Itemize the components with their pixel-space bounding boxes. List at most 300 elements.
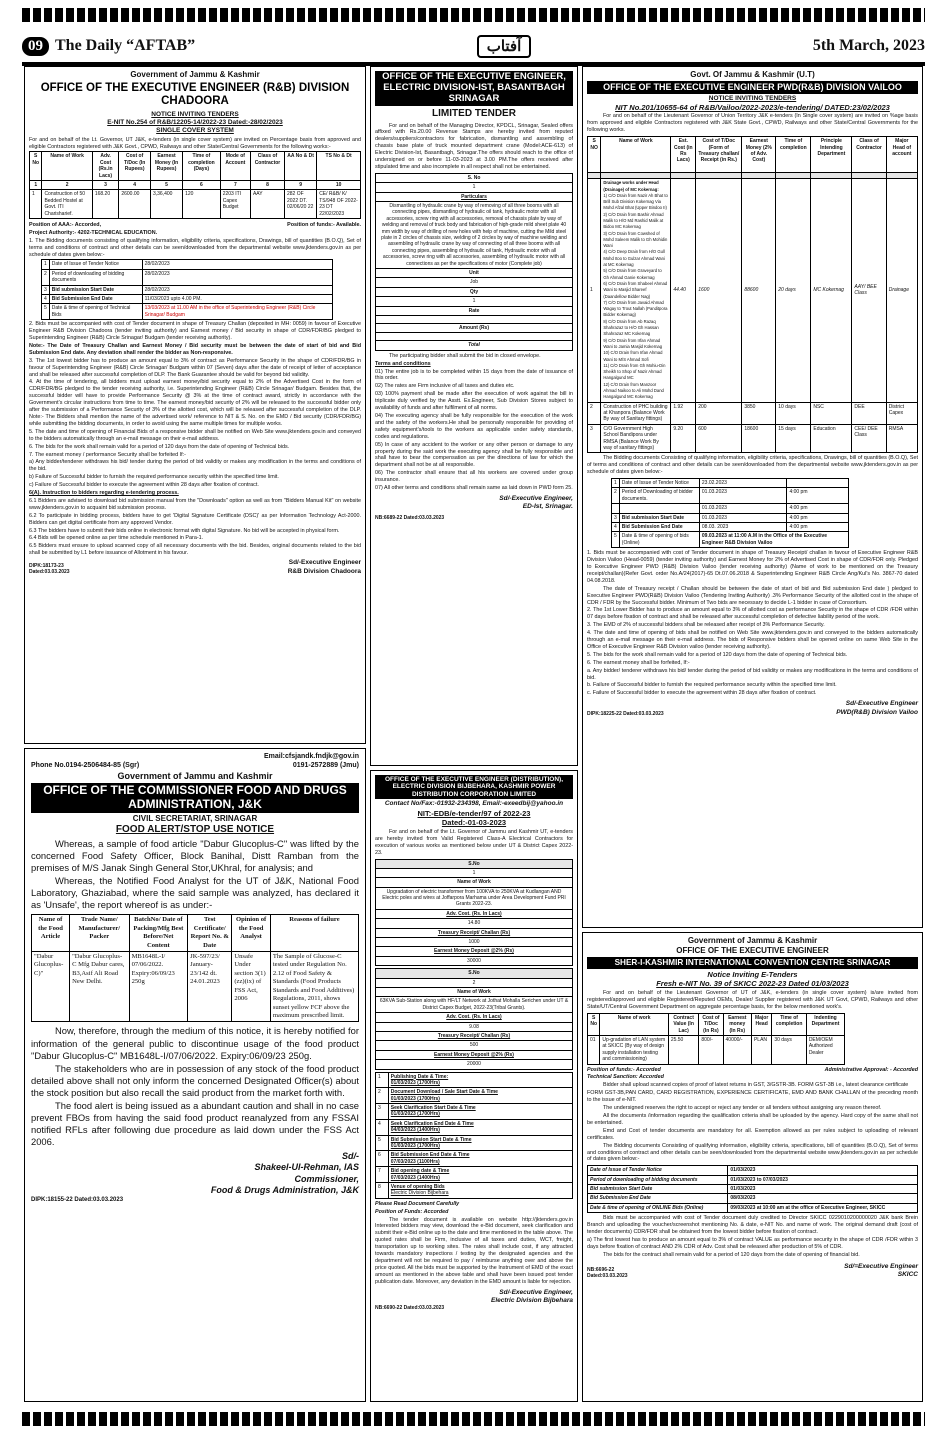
text-ad4-sched-5-0: 6 — [376, 1151, 389, 1167]
table-row — [376, 1151, 573, 1167]
text-ad2-phone2: 0191-2572889 (Jmu) — [292, 761, 359, 769]
text-ad5-sched-4-0: 4 — [612, 523, 620, 532]
text-ad4-w1-2: Name of Work — [376, 878, 573, 887]
masthead — [22, 30, 925, 62]
table-row — [376, 1041, 573, 1050]
table-cell — [388, 1072, 572, 1088]
ad1-ref: E-NIT No.254 of R&B/12205-14/2022-23 Dated:-28/02/2023 — [107, 118, 283, 126]
table-row — [376, 1031, 573, 1040]
text-ad5-row2-4: 3850 — [742, 402, 776, 424]
ad1-para6: 6. The bids for the work shall remain valid for a period of 120 days from the date of opening of Technical bids. — [29, 443, 290, 450]
ad6-para5: Emd and Cost of tender documents are mandatory for all. Exemption allowed as per rules subject to uploading of relevant certificates. — [587, 1127, 918, 1141]
ad3-term6: 06) The contractor shall ensure that all his workers are covered under group insurance. — [375, 470, 573, 484]
text-ad4-w1-0: S.No — [376, 859, 573, 868]
text-ad2-td-1: "Dabur Glucoplus-C Mfg Dabur cares, B3,Asif Ali Road New Delhi. — [70, 951, 129, 1022]
text-ad5-sched-3-2: 01.03.2023 — [699, 513, 787, 522]
text-ad4-w2-5: 9.08 — [376, 1022, 573, 1031]
text-ad5-row3-7: CEE/ DEE Class — [852, 424, 886, 453]
text-ad5-sched-2-0 — [612, 504, 620, 513]
text-ad5-th-6: Principle Intending Department — [811, 137, 852, 173]
text-ad6-sched-4-1: 09/03/2023 at 10:00 am at the office of Executive Engineer, SKICC — [728, 1203, 918, 1212]
text-ad1-schedule-2-1: Bid submission Start Date — [49, 285, 142, 294]
text-ad5-row1-3: 88600 — [742, 179, 776, 402]
table-row — [376, 297, 573, 306]
text-ad6-tr-5: PLAN — [751, 1035, 771, 1064]
text-ad2-sig3: Food & Drugs Administration, J&K — [210, 1185, 359, 1196]
column-middle — [370, 66, 578, 1406]
ad4-funds: Position of Funds: Accorded — [375, 1208, 449, 1215]
text-ad4-w1-3: Upgradation of electric transformer from 100KVA to 250KVA at Kudlangan AND Electric poles and wires at Joffarpora Marhama under Area Development Fund PRI Grants 2022-23. — [376, 887, 573, 909]
ad2-report-row — [32, 951, 359, 1022]
ad3-item-table — [375, 173, 573, 351]
text-ad5-row1-6: AAY/ BEE Class — [852, 179, 886, 402]
ad1-para62: 6.2 To participate in bidding process, bidders have to get 'Digital Signature Certificate (DSC)' as per Information Technology Act-2000. Bidders can get digital certificate from any approved Vendor. — [29, 512, 361, 526]
ad1-para-c: c) Failure of Successful bidder to execute the agreement within 28 days after fixation of contract. — [29, 482, 259, 489]
ad3-title: LIMITED TENDER — [432, 107, 516, 119]
ad6-technical: Technical Sanction: Accorded — [587, 1074, 664, 1081]
table-row — [376, 287, 573, 296]
ad1-office: OFFICE OF THE EXECUTIVE ENGINEER (R&B) DIVISION CHADOORA — [29, 81, 361, 109]
ad4-para1: The tender document is available on website http://jktenders.gov.in Interested bidders may view, download the e-Bid document, seek clarification and submit their e-Bid online up to the date and time mentioned in the table above. The quoted rates shall be Firm, inclusive of all taxes and duties, WCT, freight, transportation up to working sites. The rates shall include cost, if any attracted towards mandatory inspections / testing by the designated agencies and the department will not be required to pay / reimburse anything over and above the price quoted. All the bids must be supported by the Instrument of EMD of the exact amount as mentioned in the above table and shall have been issued post tender publication date. Moreover, any deviation in the EMD amount is liable for rejection. — [375, 1216, 573, 1285]
text-ad6-th-0: S No — [588, 1013, 600, 1035]
text-ad4-sched-1-0: 2 — [376, 1088, 389, 1104]
ad2-para5: The food alert is being issued as a abundant caution and shall in no case prevent FBOs from having the said food product reanalyzed from any FSSAI notified RFLs after following due procedure as laid down under the FSS Act 2006. — [31, 1099, 359, 1147]
table-row — [376, 1182, 573, 1198]
text-ad1-table_nums-6: 7 — [220, 180, 250, 189]
ad2-title: FOOD ALERT/STOP USE NOTICE — [115, 824, 275, 836]
column-left — [24, 66, 366, 1406]
table-row — [376, 183, 573, 192]
ad-pwd-vailoo — [582, 66, 923, 928]
text-ad1-table_head-6: Mode of Account — [220, 152, 250, 181]
text-ad5-sig1: Sd/-Executive Engineer — [845, 700, 918, 708]
table-row — [376, 956, 573, 965]
table-row — [376, 887, 573, 909]
text-ad1-table_row-2: 168.20 — [92, 190, 119, 219]
ad3-intro: For and on behalf of the Managing Director, KPDCL, Srinagar, Sealed offers affixed with Rs.20.00 Revenue Stamps are hereby invited from reputed dealers/suppliers/contractors for fabrication, dismantling and assembling of chassis base plate of truck mounted department crane (Model:ACE-613) of Electric Division-Ist, Basantbagh, Srinagar.The offers should reach to the office of undersigned on or before 11-03-2023 at 3.00 PM.The offers received after stipulated time and also incomplete in all respect shall not be entertained. — [375, 122, 573, 170]
text-ad6-pf: Position of funds:- Accorded — [587, 1066, 661, 1073]
table-row — [376, 878, 573, 887]
table-cell — [388, 1182, 572, 1198]
text-ad5-row1-1: 44.40 — [671, 179, 696, 402]
table-row — [42, 295, 333, 304]
table-row — [376, 1060, 573, 1069]
ad6-para8: a) The first lowest has to produce an amount equal to 3% of contract VALUE as performance security in the shape of CDR /FDR within 3 days before fixation of contract AND 2% CDR of Adv. Cost shall be released after production of 5% of CDR. — [587, 1236, 918, 1250]
text-ad5-sched-4-3: 4:00 pm — [787, 523, 849, 532]
ad-skicc — [582, 932, 923, 1402]
ad1-para-b: b) Failure of Successful bidder to furnish the required performance security within the specified time limit. — [29, 474, 279, 481]
text-ad5-sched-0-2: 23.02.2023 — [699, 479, 787, 488]
ad5-schedule-table — [611, 478, 849, 548]
text-ad6-sched-3-1: 08/03/2023 — [728, 1194, 918, 1203]
text-ad5-sched-3-0: 3 — [612, 513, 620, 522]
text-ad6-sched-4-0: Date & time of opening of ONLINE Bids (Online) — [588, 1203, 728, 1212]
text-ad4-sched-0-0: 1 — [376, 1072, 389, 1088]
ad2-para3: Now, therefore, through the medium of this notice, it is hereby notified for information of the general public to discontinue usage of the food product "Dabur Glucoplus-C" MB1648L-I/07/06/2022. Expiry:06/09/23 250g. — [31, 1025, 359, 1061]
text-ad1-table_nums-8: 9 — [284, 180, 316, 189]
ad1-schedule-table — [41, 259, 333, 320]
text-ad2-th-0: Name of the Food Article — [32, 915, 70, 952]
ad1-para2: 2. Bids must be accompanied with cost of Tender document in shape of Treasury Challan (deposited in MH: 0059) in favour of Executive Engineer R&B Division Chadoora (tender inviting authority) and Earnest money / Bid security in shape of CDR/FDR/BG pledged to Superintending Engineer (R&B) Circle Srinagar/ Budgam (tender receiving authority). — [29, 321, 361, 342]
ad4-schedule-table — [375, 1072, 573, 1199]
text-ad5-sched-1-3: 4:00 pm — [787, 488, 849, 504]
ad6-para3: The undersigned reserves the right to accept or reject any tender or all tenders without assigning any reason thereof. — [603, 1105, 882, 1112]
ad1-works-table — [29, 151, 361, 219]
text-ad5-sched-0-1: Date of Issue of Tender Notice — [619, 479, 699, 488]
table-cell — [388, 1151, 572, 1167]
table-row — [376, 323, 573, 332]
ad3-terms: Terms and conditions — [375, 360, 431, 367]
text-ad4-w1-4: Adv. Cost. (Rs. In Lacs) — [376, 909, 573, 918]
ad2-report-table — [31, 914, 359, 1022]
ad3-term5: 05) In case of any accident to the worker or any other person or damage to any property during the said work the executing agency shall be fully responsible and shall have to bear the compensation as per the directions of law for which the department shall not be at all responsible. — [375, 441, 573, 469]
ad1-para3: 3. The 1st lowest bidder has to produce an amount equal to 3% of contract as Performance Security in the shape of CDR/FDR/BG in favour of Superintending Engineer (R&B) Circle Srinagar/ Budgam within 07 (Seven) days after the date of receipt of letter of acceptance and shall be released after successful completion of DLP. The Bank Guarantee should be valid for beyond bid validity. — [29, 357, 361, 378]
text-ad5-works-6: 6) C/O Drain from Shabeel Ahmad Wani to Masjid Shareef (Daandellow Bidder Nag) — [603, 280, 668, 299]
ad5-para-a: a. Any bidder/ tenderer withdraws his bid/ tender during the period of bid validity or makes any modifications in the terms and conditions of bid. — [587, 667, 918, 681]
table-row — [376, 997, 573, 1013]
ad5-para-b: b. Failure of Successful bidder to furnish the required performance security within the specified time limit. — [587, 682, 837, 689]
text-ad1-schedule-2-2: 28/02/2023 — [142, 285, 333, 294]
ad3-signature — [375, 495, 573, 512]
table-row — [376, 341, 573, 350]
text-ad5-sched-3-1: Bid submission Start Date — [619, 513, 699, 522]
table-row — [42, 285, 333, 294]
ad6-gov: Government of Jammu & Kashmir — [687, 936, 818, 945]
ad6-works-table — [587, 1013, 845, 1065]
text-ad6-sched-2-1: 01/03/2023 — [728, 1185, 918, 1194]
table-row — [588, 137, 918, 173]
ad6-ref: Fresh e-NIT No. 39 of SKICC 2022-23 Dated 01/03/2023 — [656, 979, 849, 989]
text-ad6-tr-6: 30 days — [772, 1035, 806, 1064]
text-ad6-sched-1-0: Period of downloading of bidding documents — [588, 1175, 728, 1184]
table-row — [376, 969, 573, 978]
ad5-works-row3 — [588, 424, 918, 453]
table-row — [588, 1203, 918, 1212]
table-row — [376, 192, 573, 201]
table-row — [376, 978, 573, 987]
text-ad6-th-3: Cost of T/Doc (In Rs) — [699, 1013, 723, 1035]
text-ad6-th-4: Earnest money (In Rs) — [723, 1013, 751, 1035]
text-ad5-th-4: Earnest Money (2% of Adv. Cost) — [742, 137, 776, 173]
text-ad5-th-1: Name of Work — [601, 137, 671, 173]
text-ad5-works-2: 2) C/O Drain from Bashir Ahmad Malik to H/O Md Rashid Malik at Bidoo MC Kokernag — [603, 211, 664, 230]
text-ad2-th-3: Test Certificate/ Report No. & Date — [188, 915, 232, 952]
table-cell — [388, 1088, 572, 1104]
text-ad1-table_nums-3: 4 — [119, 180, 151, 189]
table-row — [376, 947, 573, 956]
ad5-para1: The Bidding documents Consisting of qualifying information, eligibility criteria, specifications, Drawings, bill of quantities (B.O.Q), Set of terms and conditions of contract and other details can be seen/downloaded from the departmental website www.jktenders.gov.in as per schedule of dates given below:- — [587, 455, 918, 476]
text-ad6-sched-2-0: Bid submission Start Date — [588, 1185, 728, 1194]
ad5-para4: 2. The 1st Lower Bidder has to produce an amount equal to 3% of allotted cost as performance Security in the shape of CDR /FDR within 07 days before fixation of contract and shall be released after successful completion of defective liability period of the work. — [587, 607, 918, 621]
ad6-para7: Bids must be accompanied with cost of Tender document duly credited to Director SKICC 0229010200000020 J&K bank Brein Branch and uploading the voucher/screenshot mentioning No. & date, e-NIT No. and name of work. The original demand draft (cost of tender documents) CDR/FDR shall be obtained from the lowest bidder before fixation of contract. — [587, 1215, 918, 1236]
text-ad6-tr-2: 25.50 — [668, 1035, 699, 1064]
ad4-dip: NB:6690-22 Dated:03.03.2023 — [375, 1305, 445, 1312]
ad1-para4: 4. At the time of tendering, all bidders must upload earnest money/bid security equal to 2% of the Advertised Cost in the form of CDR/FDR/BG pledged to the tender receiving authority, i.e. Superintending Engineer (R&B) Circle Srinagar/ Budgam. Besides that, the successful bidder will have to provide Performance Security @ 3% at the time of contract award, strictly in accordance with the Government's circular instructions from time to time. The earnest money/bid security of 2% will be released to the successful bidder only after the submission of a Performance Security of 3% of the allotted cost, which will be released after successful completion of the DLP. Note:- The Bidders shall mention the name of the advertised work/ reference to NIT & S. No. on the EMD / Bid security (CDR/FDR/BG) while submitting the bidding documents, in order to avoid using the same multiple times for multiple works. — [29, 379, 361, 427]
ad1-note: Note:- The Date of Treasury Challan and Earnest Money / Bid security must be between the date of start of bid and Bid Submission End date. Any deviation shall render the bidder as Non-responsive. — [29, 342, 361, 356]
text-ad4-w2-3: 63KVA Sub-Station along with HF/LT Network at Jothat Mohalla Serichen under UT & District Capex Budget, 2022-23(Tribal Grants). — [376, 997, 573, 1013]
ad5-para5: 3. The EMD of 2% of successful bidders shall be released after receipt of 3% Performance Security. — [587, 622, 825, 629]
ad5-works-table — [587, 136, 918, 453]
text-ad1-table_row-1: Construction of 50 Bedded Hostel at Govt. ITI Charisharief. — [42, 190, 92, 219]
text-ad1-table_row-4: 3,36,400 — [150, 190, 182, 219]
column-right — [582, 66, 923, 1406]
text-ad2-td-4: Unsafe Under section 3(1)(zz)(ix) of FSS Act, 2006 — [232, 951, 270, 1022]
text-ad6-sched-0-0: Date of Issue of Tender Notice — [588, 1166, 728, 1175]
text-ad6-tr-0: 01 — [588, 1035, 600, 1064]
text-ad1-table_head-3: Cost of T/Doc (In Rupees) — [119, 152, 151, 181]
text-ad2-th-2: BatchNo/ Date of Packing/Mfg Best Before/Net Content — [129, 915, 188, 952]
table-cell — [388, 1119, 572, 1135]
text-ad4-sched-0-1: Publishing Date & Time: — [390, 1073, 449, 1080]
text-ad5-sched-4-2: 08.03. 2023 — [699, 523, 787, 532]
top-border-strip — [22, 8, 925, 22]
table-row — [30, 152, 361, 181]
ad2-phones — [31, 762, 359, 771]
text-ad1-schedule-4-1: Date & time of opening of Technical Bids — [49, 304, 142, 320]
text-ad4-sig2: Electric Division Bijbehara — [490, 1296, 573, 1304]
ad1-para7: 7. The earnest money / performance Security shall be forfeited If:- — [29, 451, 186, 458]
table-row — [376, 1135, 573, 1151]
text-ad5-works-1: 1) C/O Drain from Nazir Ah Bhat to Brill Sub Division Kokernag Via Mohd Afzal Bhat (Upper Bindoo II) — [603, 192, 668, 211]
ad6-para1: Bidder shall upload scanned copies of proof of latest returns in GST, 3/GSTR-3B. FORM GST-3B i.e., latest clearance certificate — [603, 1082, 909, 1089]
text-ad5-row2-7: DEE — [852, 402, 886, 424]
text-ad5-works-11: 11) C/O Drain from Gh Mohiu-Din Sheikh to Shop of Nazir Ahmad Hangalgund MC — [603, 362, 666, 381]
ad6-intro: For and on behalf of the Lieutenant Governor of UT of J&K, e-tenders (in single cover system) is/are invited from registered/approved and eligible Registered/Reputed OEMs, Dealer/ Supplier registered with J&K UT Govt, CPWD, Railways and other State/UT/Central Government Department on aggregate percentage basis, for the below mentioned work's. — [587, 990, 918, 1010]
text-ad1-schedule-3-1: Bid Submission End Date — [49, 295, 142, 304]
page-number: 09 — [22, 37, 49, 56]
text-ad5-row2-1: Construction of PHC building at Khanpora (Balance Work By way of Sanitary fittings) — [601, 402, 671, 424]
ad4-signature — [375, 1289, 573, 1306]
text-ad4-sched-2-2: 01/03/2023 (1700Hrs) — [390, 1111, 440, 1118]
text-ad5-works-3: 3) C/O Drain from Cowshed of Mohd Saleem Malik to Gh Mohidin Wani — [603, 230, 668, 249]
text-ad5-works-8: 8) C/O Drain from Ab Razaq Shahrazaz to H/O Gh Hassan Shahrazaz MC Kokernag — [603, 318, 659, 337]
text-ad1-table_nums-5: 6 — [183, 180, 221, 189]
ad2-dip: DIPK:18155-22 Dated:03.03.2023 — [31, 1196, 124, 1203]
ad3-term4: 04) The executing agency shall be fully responsible for the execution of the work and the safety of the workers.He shall be personally responsible for providing of safety equipment's/tools to the workers as applicable under safety standards, codes and regulations. — [375, 412, 573, 440]
table-row — [42, 304, 333, 320]
text-ad1-table_nums-0: 1 — [30, 180, 42, 189]
ad-electric-basantbagh — [370, 66, 578, 766]
ad5-para-c: c. Failure of Successful bidder to execute the agreement within 28 days after fixation of contract. — [587, 690, 817, 697]
text-ad6-aa: Administrative Approval: - Accorded — [824, 1066, 918, 1073]
ad5-para7: 5. The bids for the work shall remain valid for a period of 120 days from the date of opening of Technical bids. — [587, 651, 848, 658]
text-ad5-sched-0-3 — [787, 479, 849, 488]
text-ad5-sched-1-2: 01.03.2023 — [699, 488, 787, 504]
table-cell — [388, 1135, 572, 1151]
text-ad4-w1-6: Treasury Receipt/ Challan (Rs) — [376, 928, 573, 937]
ad1-sig2: R&B Division Chadoora — [287, 567, 361, 575]
table-row — [376, 268, 573, 277]
text-ad2-td-2: MB1648L-I/ 07/06/2022. Expiry:06/09/23 250g — [129, 951, 188, 1022]
text-ad4-sig1: Sd/-Executive Engineer, — [499, 1288, 573, 1296]
text-ad5-works-4: 4) C/O Deep Drain from H/O Gull Mohd Itoo to Gulzar Ahmad Wani at MC Kokernag — [603, 249, 665, 268]
text-ad1-table_head-9: TS No & Dt — [317, 152, 361, 181]
paper-name: The Daily “AFTAB” — [55, 37, 196, 54]
text-ad1-table_row-7: AAY — [250, 190, 284, 219]
ad6-funds — [587, 1067, 918, 1074]
ad-food-alert — [24, 748, 366, 1402]
text-ad4-w2-8: Earnest Money Deposit @2% (Rs) — [376, 1050, 573, 1059]
ad1-project: Project Authority:- 4202-TECHNICAL EDUCATION. — [29, 229, 158, 236]
text-ad4-sched-6-0: 7 — [376, 1167, 389, 1183]
text-ad4-sched-1-2: 01/03/2023 (1700Hrs) — [390, 1095, 440, 1102]
text-ad5-row1-7: Drainage — [886, 179, 917, 402]
table-row — [376, 1104, 573, 1120]
table-row — [588, 1013, 845, 1035]
text-ad4-sched-0-2: 01/03/2023 (1700Hrs) — [390, 1079, 440, 1086]
text-ad6-th-2: Contract Value (In Lac) — [668, 1013, 699, 1035]
table-row — [612, 504, 849, 513]
text-ad1-schedule-2-0: 3 — [42, 285, 50, 294]
table-row — [376, 1050, 573, 1059]
table-row — [376, 1167, 573, 1183]
ad1-instructions: 6(A). Instruction to bidders regarding e-tendering process. — [29, 490, 179, 497]
ad1-para63: 6.3 The bidders have to submit their bids online in electronic format with digital Signature. No bid will be accepted in physical form. — [29, 527, 340, 534]
text-ad4-w1-8: Earnest Money Deposit @2% (Rs) — [376, 947, 573, 956]
text-ad2-td-3: JK-597/23/ January-23/142 dt. 24.01.2023 — [188, 951, 232, 1022]
table-row — [588, 1166, 918, 1175]
ad1-positions — [29, 222, 361, 229]
ad5-works-row2 — [588, 402, 918, 424]
ad3-term1: 01) The entire job is to be completed within 15 days from the date of issuance of this order. — [375, 368, 573, 382]
ad2-office: OFFICE OF THE COMMISSIONER FOOD AND DRUGS ADMINISTRATION, J&K — [31, 783, 359, 813]
text-ad5-works-12: 12) C/O Drain from Manzoor Ahmad Naikoo to Ali Mohd Dand Hangalgund MC Kokernag — [603, 381, 664, 400]
ad2-para2: Whereas, the Notified Food Analyst for the UT of J&K, National Food Laboratory, Ghaziabad, where the said sample was analyzed, has declared it as 'Unsafe', the report whereof is as under:- — [31, 875, 359, 911]
table-row — [376, 1119, 573, 1135]
table-row — [376, 1088, 573, 1104]
text-ad4-sched-5-1: Bid Submission End Date & Time — [390, 1152, 470, 1159]
text-ad1-table_row-5: 120 — [183, 190, 221, 219]
text-ad4-sched-2-0: 3 — [376, 1104, 389, 1120]
text-ad4-sched-3-0: 4 — [376, 1119, 389, 1135]
text-ad5-sched-0-0: 1 — [612, 479, 620, 488]
table-row — [612, 488, 849, 504]
text-ad1-table_row-8: 282 OF 2022 DT. 02/06/20 22 — [284, 190, 316, 219]
table-row — [612, 532, 849, 548]
ad4-work1-table — [375, 859, 573, 967]
masthead-left — [22, 37, 195, 56]
text-ad5-row3-6: Education — [811, 424, 852, 453]
text-ad5-sched-1-1: Period of Downloading of bidder documents. — [619, 488, 699, 504]
table-row — [376, 938, 573, 947]
table-cell — [388, 1104, 572, 1120]
table-row — [612, 513, 849, 522]
paper-logo: آفتاب — [477, 35, 532, 58]
ad-electric-bijbehara — [370, 770, 578, 1402]
ad1-works-row — [30, 190, 361, 219]
ad1-para-a: a) Any bidder/tenderer withdraws his bid/ tender during the period of bid validity or makes any modification in the terms and conditions of the bid. — [29, 459, 361, 473]
ad3-para1: The participating bidder shall submit the bid in closed envelope. — [389, 352, 541, 359]
ad6-para4: All the documents /information regarding the qualification criteria shall be uploaded by the agency. Hard copy of the same shall not be entertained. — [587, 1112, 918, 1126]
text-ad5-row2-5: 10 days — [776, 402, 811, 424]
table-row — [376, 859, 573, 868]
text-ad4-w2-0: S.No — [376, 969, 573, 978]
text-ad1-table_nums-1: 2 — [42, 180, 92, 189]
text-ad5-sig2: PWD(R&B) Division Vailoo — [836, 708, 918, 716]
text-ad6-sched-3-0: Bid Submission End Date — [588, 1194, 728, 1203]
ad6-nit: Notice Inviting E-Tenders — [707, 969, 798, 979]
text-ad5-th-3: Cost of T/Doc (Form of Treasury challan/ Receipt (in Rs.) — [696, 137, 742, 173]
text-ad2-phone: Phone No.0194-2506484-85 (Sgr) — [31, 761, 140, 769]
ad4-office: OFFICE OF THE EXECUTIVE ENGINEER (DISTRIBUTION), ELECTRIC DIVISION BIJBEHARA, KASHMIR POWER DISTRIBUTION CORPORATION LIMITED — [375, 775, 573, 799]
table-row — [376, 306, 573, 315]
ad5-footer — [587, 700, 918, 717]
ad2-para1: Whereas, a sample of food article "Dabur Glucoplus-C" was lifted by the concerned Food Safety Officer, Block Banihal, Distt Ramban from the premises of M/S Janak Singh General Stor,UKhral, for analysis; and — [31, 838, 359, 874]
ad6-band: SHER-I-KASHMIR INTERNATIONAL CONVENTION CENTRE SRINAGAR — [587, 957, 918, 968]
text-ad2-th-1: Trade Name/ Manufacturer/ Packer — [70, 915, 129, 952]
ad3-term2: 02) The rates are Firm inclusive of all taxes and duties etc. — [375, 383, 515, 390]
text-ad3-rows-0: Unit — [376, 268, 573, 277]
text-ad1-table_row-0: 1 — [30, 190, 42, 219]
text-ad1-table_nums-7: 8 — [250, 180, 284, 189]
text-ad5-sched-5-2: 09.03.2023 at 11:00 A.M in the Office of the Executive Engineer R&B Division Vailoo — [699, 532, 848, 548]
table-row — [42, 260, 333, 269]
text-ad1-schedule-3-2: 11/03/2023 upto 4.00 PM. — [142, 295, 333, 304]
table-row — [376, 202, 573, 269]
text-ad5-row2-0: 2 — [588, 402, 601, 424]
ad5-para6: 4. The date and time of opening of bids shall be notified on Web Site www.jktenders.gov.in and conveyed to the bidders automatically through an e-mail message on their e-mail address. The bids of Responsive bidders shall be opened online on same Web Site in the Office of Executive Engineer R&B Division vailoo (tender receiving authority). — [587, 630, 918, 650]
text-ad1-table_head-8: AA No & Dt — [284, 152, 316, 181]
text-ad5-row3-4: 18600 — [742, 424, 776, 453]
text-ad1-table_row-6: 2203 ITI Capex Budget — [220, 190, 250, 219]
text-ad1-position2: Position of funds:- Available. — [287, 221, 361, 228]
text-ad5-th-8: Major Head of account — [886, 137, 917, 173]
ad6-works-row — [588, 1035, 845, 1064]
table-cell — [601, 179, 671, 402]
ad2-signature — [31, 1151, 359, 1197]
text-ad1-schedule-0-0: 1 — [42, 260, 50, 269]
text-ad4-sched-7-2: Electric Division Bijbehara — [390, 1190, 449, 1197]
ad4-intro: For and on behalf of the Lt. Governor of Jammu and Kashmir UT, e-tenders are hereby invited from Valid Registered Class-A Electrical Contractors for execution of various works as mentioned below under UT & District Capex 2022-23. — [375, 828, 573, 856]
text-ad1-table_row-9: CE/ R&B/ K/ TS/948 OF 2022-23 DT 22/02/2023 — [317, 190, 361, 219]
text-ad5-row1-2: 1600 — [696, 179, 742, 402]
text-ad4-sched-5-2: 07/03/2023 (1100Hrs) — [390, 1158, 440, 1165]
table-row — [376, 868, 573, 877]
ad1-footer — [29, 559, 361, 576]
text-ad4-w2-6: Treasury Receipt/ Challan (Rs) — [376, 1031, 573, 1040]
ad6-para6: The Bidding documents Consisting of qualifying information, eligibility criteria, specifications, bill of quantities (B.O.Q), Set of terms and conditions of contract and other details can be seen/downloaded from the departmental website www.jktenders.gov.in as per schedule of dates given below:- — [587, 1142, 918, 1163]
ad4-contact: Contact No/Fax:-01932-234398, Email:-exeedbij@yahoo.in — [384, 800, 564, 808]
text-ad3-part: Dismantling of hydraulic crane by way of removing of all three booms with all connecting pipes, dismantling of hydraulic oil tank, hydraulic motor with all accessories, screw ring with all accessories, removal of chassis plate by way of welding and removal of truck body and fabrication of high-grade mild sheet plate 40 mm width by way of drilling of new holes with help of machine, cutting the Mild steel plate in 2 circles of chassis size, welding of 2 circles by way of machine welding and assembling of hydraulic crane by way of connecting of all three booms with all connecting pipes, assembling of hydraulic oil tank, Hydraulic motor with all accessories, screw ring with all accessories, assembling of hydraulic motor with all connections as per the specifications of motor (Complete job) — [376, 202, 573, 269]
text-ad2-sd: Sd/- — [342, 1150, 359, 1161]
text-ad3-sno_h: S. No — [376, 173, 573, 182]
table-row — [612, 479, 849, 488]
ad2-secretariat: CIVIL SECRETARIAT, SRINAGAR — [132, 814, 258, 824]
text-ad5-row3-5: 15 days — [776, 424, 811, 453]
text-ad5-works-7: 7) C/O Drain from Javaid Ahmad Wagay to Trout Nallah (Panditpora Bidder Kokernag) — [603, 299, 668, 318]
ad3-office: OFFICE OF THE EXECUTIVE ENGINEER, ELECTRIC DIVISION-IST, BASANTBAGH SRINAGAR — [375, 71, 573, 106]
text-ad4-w2-4: Adv. Cost. (Rs. In Lacs) — [376, 1013, 573, 1022]
text-ad5-works-10: 10) C/O Drain from Irfan Ahmad Wani to M/S Ahmad Sofi — [603, 350, 663, 362]
ad2-email: Email:cfsjandk.fndjk@gov.in — [264, 753, 359, 760]
table-row — [588, 1185, 918, 1194]
text-ad5-works-5: 5) C/O Drain from Graveyard to Gh Ahmad Ganie Kokernag — [603, 268, 662, 280]
table-row — [376, 1022, 573, 1031]
text-ad6-th-6: Time of completion — [772, 1013, 806, 1035]
text-ad4-sched-4-1: Bid Submission Start Date & Time — [390, 1136, 472, 1143]
ad-rb-chadoora — [24, 66, 366, 744]
text-ad6-tr-7: DEM/OEM Authorized Dealer — [806, 1035, 844, 1064]
text-ad1-schedule-4-0: 5 — [42, 304, 50, 320]
text-ad4-sched-6-1: Bid opening date & Time — [390, 1168, 450, 1175]
text-ad1-table_head-1: Name of Work — [42, 152, 92, 181]
text-ad3-sno: 1 — [376, 183, 573, 192]
text-ad1-schedule-4-2: 13/03/2023 at 11.00 AM in the office of Superintending Engineer (R&B) Circle Srinagar/ Budgam — [142, 304, 333, 320]
text-ad4-sched-4-2: 01/03/2023 (1700Hrs) — [390, 1143, 440, 1150]
ad1-para1: 1. The Bidding documents consisting of qualifying information, eligibility criteria, specifications, Drawings, bill of quantities (B.O.Q), Set of terms and conditions of contract and other details can be seen/downloaded from the departmental website www.jktenders.gov.in as per schedule of dates given below:- — [29, 237, 361, 258]
text-ad5-sched-2-1 — [619, 504, 699, 513]
text-ad4-sched-3-2: 04/03/2023 (1400Hrs) — [390, 1127, 440, 1134]
